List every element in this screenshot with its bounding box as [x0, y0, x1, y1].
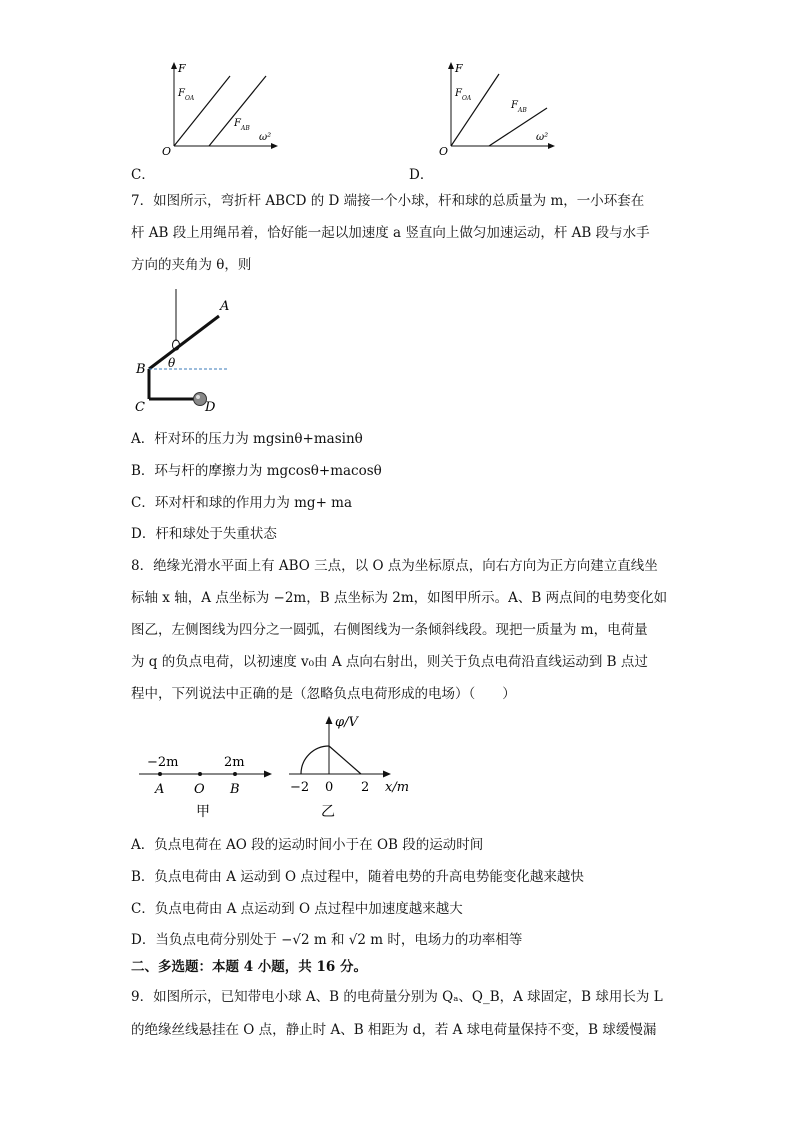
q8-option-c: C．负点电荷由 A 点运动到 O 点过程中加速度越来越大 — [131, 901, 463, 917]
point-b — [233, 772, 237, 776]
q8-option-d: D．当负点电荷分别处于 −√2 m 和 √2 m 时，电场力的功率相等 — [131, 932, 523, 948]
q7-line-3: 方向的夹角为 θ，则 — [131, 257, 252, 273]
q7-option-b: B．环与杆的摩擦力为 mgcosθ+macosθ — [131, 463, 382, 479]
rod-ab — [149, 316, 219, 369]
section-2-heading: 二、多选题：本题 4 小题，共 16 分。 — [131, 959, 367, 975]
origin-label: O — [439, 145, 449, 158]
y-axis-arrow — [326, 716, 333, 724]
foa-label: F — [178, 88, 185, 99]
label-o: O — [194, 782, 205, 797]
q7-option-a: A．杆对环的压力为 mgsinθ+masinθ — [131, 431, 363, 447]
q9-line-2: 的绝缘丝线悬挂在 O 点，静止时 A、B 相距为 d，若 A 球电荷量保持不变，B 球缓慢漏 — [131, 1022, 657, 1038]
x-axis-arrow — [548, 143, 555, 149]
figure-jia — [135, 750, 280, 825]
foa-sub: OA — [462, 95, 472, 102]
y-axis-label: φ/V — [335, 715, 358, 730]
y-axis-arrow — [448, 62, 454, 69]
q9-line-1: 9．如图所示，已知带电小球 A、B 的电荷量分别为 Qₐ、Q_B，A 球固定，B 球用长为 L — [131, 989, 663, 1005]
tick-0: 0 — [325, 780, 334, 795]
x-axis-arrow — [264, 771, 272, 778]
fab-sub: AB — [518, 107, 527, 114]
tick-neg2: −2 — [290, 780, 310, 795]
line-fab — [209, 76, 266, 146]
q8-line-2: 标轴 x 轴，A 点坐标为 −2m，B 点坐标为 2m，如图甲所示。A、B 两点间的电势变化如 — [131, 590, 668, 606]
x-label: ω² — [536, 132, 549, 143]
y-label: F — [455, 62, 463, 75]
point-o — [198, 772, 202, 776]
foa-label: F — [455, 88, 462, 99]
coord-left: −2m — [147, 755, 179, 770]
caption-yi: 乙 — [321, 804, 335, 820]
q8-option-a: A．负点电荷在 AO 段的运动时间小于在 OB 段的运动时间 — [131, 837, 484, 853]
x-label: ω² — [259, 132, 272, 143]
label-theta: θ — [168, 356, 176, 370]
y-axis-arrow — [171, 62, 177, 69]
q8-line-3: 图乙，左侧图线为四分之一圆弧，右侧图线为一条倾斜线段。现把一质量为 m，电荷量 — [131, 622, 648, 638]
q8-line-4: 为 q 的负点电荷，以初速度 v₀由 A 点向右射出，则关于负点电荷沿直线运动到 B 点过 — [131, 654, 648, 670]
label-a: A — [155, 782, 165, 797]
coord-right: 2m — [224, 755, 245, 770]
q7-line-1: 7．如图所示，弯折杆 ABCD 的 D 端接一个小球，杆和球的总质量为 m，一小环套在 — [131, 193, 645, 209]
x-axis-arrow — [383, 771, 391, 778]
caption-jia: 甲 — [196, 804, 210, 820]
q7-figure — [130, 285, 240, 415]
q7-option-d: D．杆和球处于失重状态 — [131, 526, 277, 542]
graph-c-svg — [160, 60, 280, 160]
q7-figure-svg — [130, 285, 240, 415]
graph-d — [437, 60, 557, 160]
figure-yi-svg — [285, 712, 420, 824]
fab-label: F — [234, 118, 241, 129]
option-d-label: D． — [409, 167, 434, 183]
q8-line-5: 程中，下列说法中正确的是（忽略负点电荷形成的电场）（ ） — [131, 686, 516, 702]
x-axis-arrow — [271, 143, 278, 149]
line-foa — [451, 74, 499, 146]
q7-option-c: C．环对杆和球的作用力为 mg+ ma — [131, 495, 353, 511]
label-a: A — [220, 299, 230, 314]
quarter-arc — [301, 746, 329, 774]
line-foa — [174, 76, 230, 146]
label-b: B — [230, 782, 240, 797]
origin-label: O — [162, 145, 172, 158]
option-c-label: C． — [131, 167, 155, 183]
slope-line — [329, 746, 361, 774]
label-d: D — [205, 400, 216, 415]
graph-c — [160, 60, 280, 160]
fab-label: F — [511, 100, 518, 111]
foa-sub: OA — [185, 95, 195, 102]
fab-sub: AB — [241, 125, 250, 132]
x-axis-label: x/m — [385, 780, 410, 795]
label-b: B — [136, 362, 146, 377]
graph-d-svg — [437, 60, 557, 160]
tick-2: 2 — [361, 780, 370, 795]
figure-yi — [285, 712, 420, 824]
q7-line-2: 杆 AB 段上用绳吊着，恰好能一起以加速度 a 竖直向上做匀加速运动，杆 AB 段与水手 — [131, 225, 650, 241]
label-c: C — [135, 400, 145, 415]
figure-jia-svg — [135, 750, 280, 825]
ball-highlight — [196, 395, 200, 399]
q8-line-1: 8．绝缘光滑水平面上有 ABO 三点，以 O 点为坐标原点，向右方向为正方向建立直线坐 — [131, 558, 658, 574]
q8-option-b: B．负点电荷由 A 运动到 O 点过程中，随着电势的升高电势能变化越来越快 — [131, 869, 584, 885]
point-a — [158, 772, 162, 776]
y-label: F — [178, 62, 186, 75]
